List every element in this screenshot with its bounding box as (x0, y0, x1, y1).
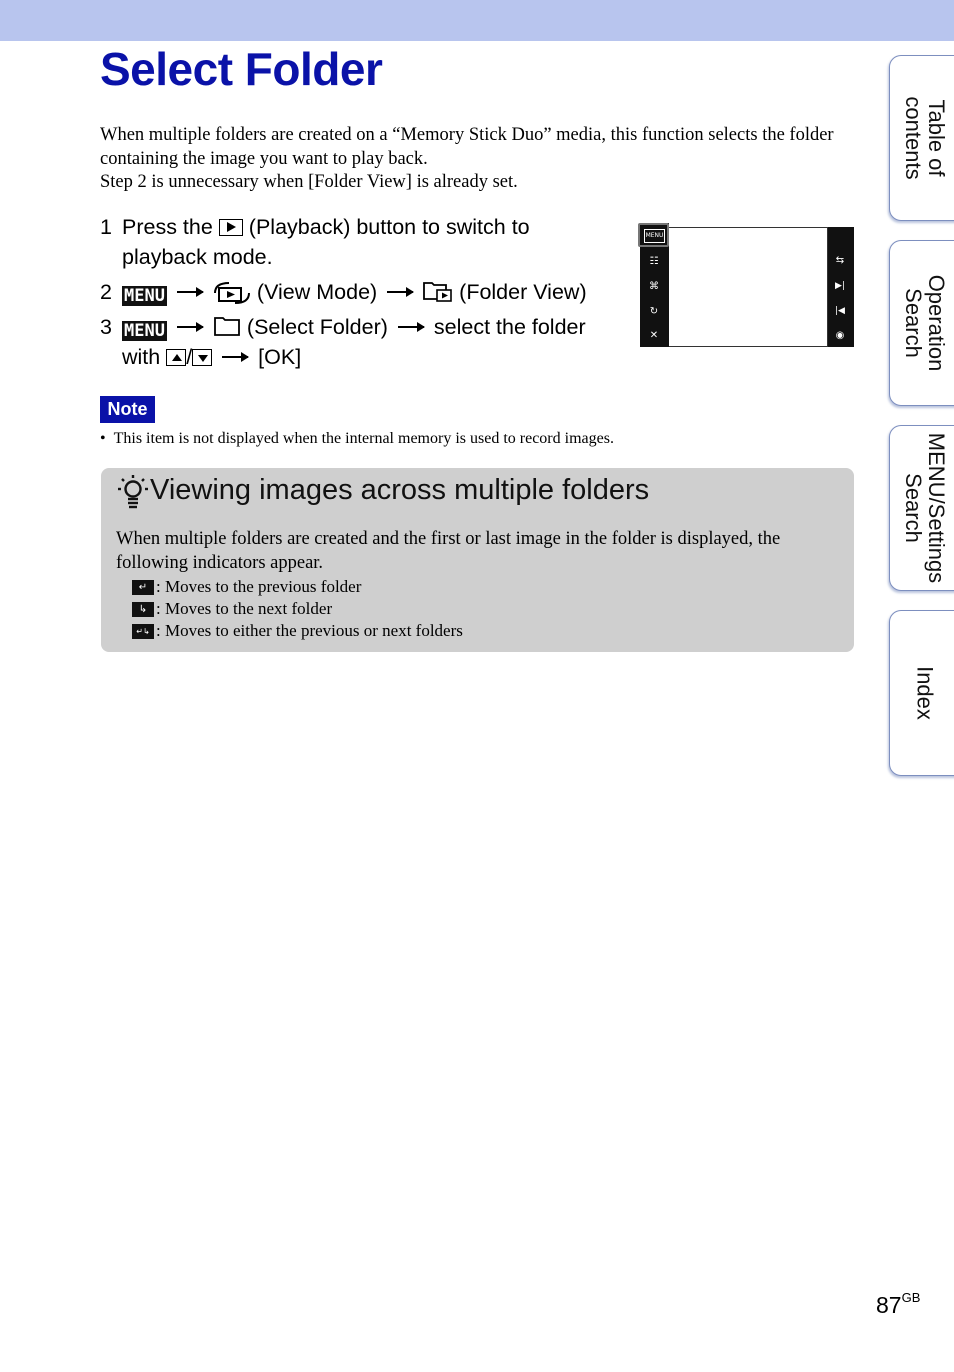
tab-label: Table of contents (901, 96, 949, 180)
lcd-display (669, 227, 828, 347)
slash-text: / (186, 345, 193, 369)
page-number-value: 87 (876, 1292, 902, 1318)
tab-label: MENU/Settings Search (901, 432, 949, 584)
indicator-text: : Moves to the previous folder (156, 577, 362, 596)
step-text: with (122, 345, 161, 369)
note-text (100, 429, 614, 449)
down-arrow-icon (192, 349, 212, 366)
note-badge: Note (100, 396, 155, 423)
previous-icon: |◀ (835, 306, 845, 316)
note-body: This item is not displayed when the internal memory is used to record images. (113, 430, 614, 447)
menu-icon: MENU (124, 321, 165, 341)
list-item (132, 620, 463, 642)
page-suffix: GB (901, 1290, 921, 1305)
list-item (132, 576, 463, 598)
indicator-list (132, 576, 463, 642)
arrow-icon (387, 291, 413, 293)
rotate-icon: ↻ (649, 306, 659, 317)
delete-icon: ✕ (649, 330, 659, 341)
step-text: (Select Folder) (246, 315, 388, 339)
step-text: select the folder (433, 315, 586, 339)
hint-body: When multiple folders are created and the first or last image in the folder is displayed, the following indicators appear. (116, 529, 781, 573)
playback-icon (219, 219, 243, 236)
tab-index[interactable] (889, 610, 954, 776)
page-title: Select Folder (100, 43, 383, 95)
bullet: • (100, 430, 106, 447)
lightbulb-icon (115, 472, 151, 512)
intro-paragraph: When multiple folders are created on a “Memory Stick Duo” media, this function selects the folder containing the image you want to play back. (100, 125, 834, 169)
tab-table-of-contents[interactable] (889, 55, 954, 221)
folder-switch-icon: ⇆ (835, 255, 845, 266)
next-icon: ▶| (835, 281, 845, 291)
tab-operation-search[interactable] (889, 240, 954, 406)
calendar-icon: ☷ (649, 256, 659, 267)
step-1 (100, 212, 620, 272)
camera-icon: ◉ (835, 330, 845, 341)
step-text: (View Mode) (256, 280, 378, 304)
indicator-text: : Moves to the next folder (156, 599, 333, 618)
indicator-text: : Moves to either the previous or next folders (156, 621, 463, 640)
arrow-icon (398, 326, 424, 328)
step-number: 3 (100, 315, 112, 339)
lcd-screen-illustration (638, 223, 855, 348)
menu-icon: MENU (124, 286, 165, 306)
intro-paragraph: Step 2 is unnecessary when [Folder View] is already set. (100, 172, 518, 192)
step-number: 2 (100, 280, 112, 304)
step-2 (100, 277, 620, 307)
tab-label: Index (912, 666, 938, 720)
folder-view-icon (423, 280, 453, 302)
page-number (876, 1292, 920, 1319)
arrow-icon (177, 291, 203, 293)
step-text: (Playback) button to switch to playback mode. (122, 215, 530, 269)
index-icon: ⌘ (649, 281, 659, 292)
lcd-menu-button (638, 223, 669, 247)
previous-folder-icon: ↵ (132, 580, 154, 595)
intro-text (100, 124, 840, 195)
ok-text: [OK] (258, 345, 302, 369)
step-text: Press the (122, 215, 213, 239)
view-mode-icon (213, 281, 251, 305)
arrow-icon (222, 356, 248, 358)
header-bar (0, 0, 954, 41)
next-folder-icon: ↳ (132, 602, 154, 617)
step-text: (Folder View) (459, 280, 587, 304)
hint-title: Viewing images across multiple folders (150, 474, 650, 506)
previous-next-folder-icon: ↵↳ (132, 624, 154, 639)
steps-list (100, 212, 620, 377)
step-3 (100, 312, 620, 372)
step-number: 1 (100, 215, 112, 239)
folder-icon (213, 315, 241, 337)
up-arrow-icon (166, 349, 186, 366)
lcd-menu-label: MENU (644, 229, 665, 243)
tab-menu-settings-search[interactable] (889, 425, 954, 591)
list-item (132, 598, 463, 620)
arrow-icon (177, 326, 203, 328)
tab-label: Operation Search (901, 274, 949, 372)
